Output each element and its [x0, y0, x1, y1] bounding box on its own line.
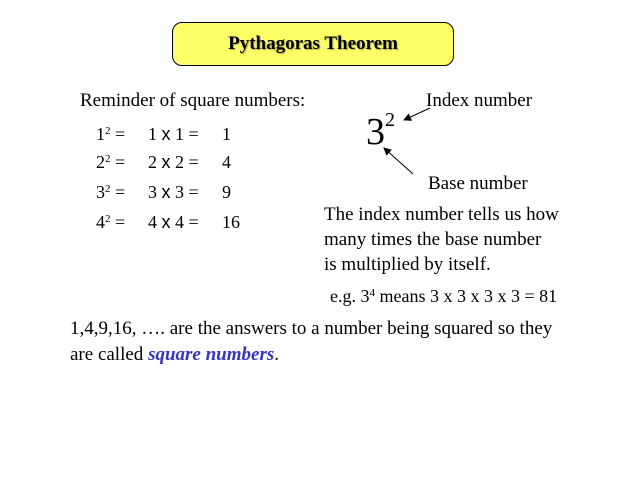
- square-product: 1 x 1 =: [148, 124, 199, 144]
- square-product: 3 x 3 =: [148, 182, 199, 202]
- square-result: 16: [222, 212, 240, 232]
- example-text: e.g. $3^4$ means 3 x 3 x 3 x 3 = 81: [330, 286, 558, 306]
- reminder-heading: Reminder of square numbers:: [80, 90, 306, 111]
- square-lhs: $1^2$ =: [96, 124, 126, 144]
- example-base: 3: [366, 111, 385, 153]
- conclusion-line1: 1,4,9,16, …. are the answers to a number being squared so they: [70, 318, 553, 339]
- explanation-line: many times the base number: [324, 229, 542, 250]
- square-result: 1: [222, 124, 231, 144]
- index-arrow: [404, 108, 430, 120]
- square-numbers-term: square numbers: [148, 344, 275, 365]
- page-title: Pythagoras Theorem: [228, 33, 398, 54]
- square-lhs: $4^2$ =: [96, 212, 126, 232]
- index-number-label: Index number: [426, 90, 533, 111]
- explanation-line: is multiplied by itself.: [324, 254, 491, 275]
- square-result: 9: [222, 182, 231, 202]
- square-product: 2 x 2 =: [148, 152, 199, 172]
- explanation-line: The index number tells us how: [324, 204, 559, 225]
- base-arrow: [384, 148, 413, 174]
- example-index: 2: [385, 109, 395, 131]
- square-lhs: $3^2$ =: [96, 182, 126, 202]
- conclusion-line2: are called square numbers.: [70, 344, 279, 365]
- square-lhs: $2^2$ =: [96, 152, 126, 172]
- square-result: 4: [222, 152, 231, 172]
- base-number-label: Base number: [428, 173, 528, 194]
- square-product: 4 x 4 =: [148, 212, 199, 232]
